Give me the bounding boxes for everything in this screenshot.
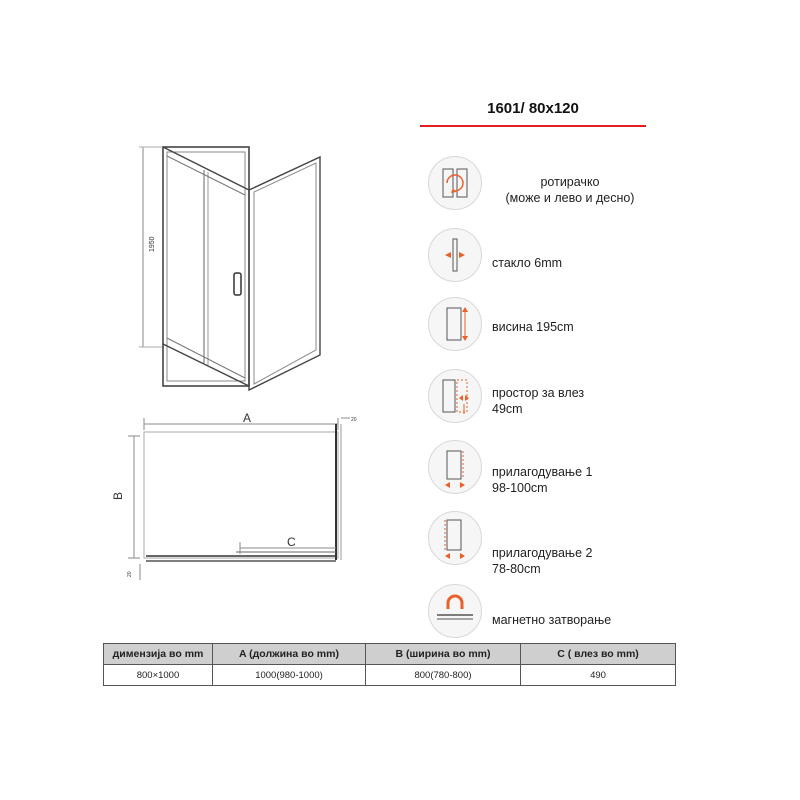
feature-glass	[428, 228, 688, 288]
adjustment-2-icon	[428, 511, 482, 565]
cabin-plan-view	[128, 418, 350, 580]
table-cell: 490	[521, 665, 676, 686]
magnet-icon	[428, 584, 482, 638]
table-header-cell: димензија во mm	[104, 644, 213, 665]
entry-space-icon	[428, 369, 482, 423]
small-dimension-bottom: 20	[127, 571, 133, 577]
feature-label: прилагодување 2 78-80cm	[492, 546, 593, 576]
feature-height	[428, 297, 688, 357]
feature-label: висина 195cm	[492, 320, 574, 334]
dimension-b-label: B	[111, 491, 125, 500]
rotation-icon	[428, 156, 482, 210]
small-dimension-top: 20	[351, 417, 357, 423]
table-header-row	[104, 644, 676, 665]
feature-adjustment-2	[428, 511, 688, 576]
dimension-c-label: C	[287, 535, 296, 549]
dimension-a-label: A	[243, 411, 252, 425]
glass-thickness-icon	[428, 228, 482, 282]
feature-magnet	[428, 584, 688, 644]
feature-entry-space	[428, 369, 688, 429]
height-dimension-label: 1950	[149, 236, 156, 252]
height-icon	[428, 297, 482, 351]
feature-rotation	[428, 156, 688, 216]
technical-drawing	[0, 0, 400, 640]
feature-adjustment-1	[428, 440, 688, 500]
table-row	[104, 665, 676, 686]
table-cell: 800×1000	[104, 665, 213, 686]
table-cell: 1000(980-1000)	[213, 665, 366, 686]
feature-label: стакло 6mm	[492, 256, 563, 270]
table-header-cell: A (должина во mm)	[213, 644, 366, 665]
feature-label: простор за влез 49cm	[492, 386, 585, 416]
table-header-cell: C ( влез во mm)	[521, 644, 676, 665]
title-underline	[420, 125, 646, 127]
feature-label: магнетно затворање	[492, 613, 612, 627]
dimensions-table	[103, 643, 676, 686]
table-header-cell: B (ширина во mm)	[366, 644, 521, 665]
cabin-perspective	[139, 147, 320, 390]
product-title: 1601/ 80x120	[487, 100, 579, 117]
adjustment-1-icon	[428, 440, 482, 494]
table-cell: 800(780-800)	[366, 665, 521, 686]
feature-label: прилагодување 1 98-100cm	[492, 465, 593, 495]
feature-label: ротирачко (може и лево и десно)	[505, 175, 635, 205]
